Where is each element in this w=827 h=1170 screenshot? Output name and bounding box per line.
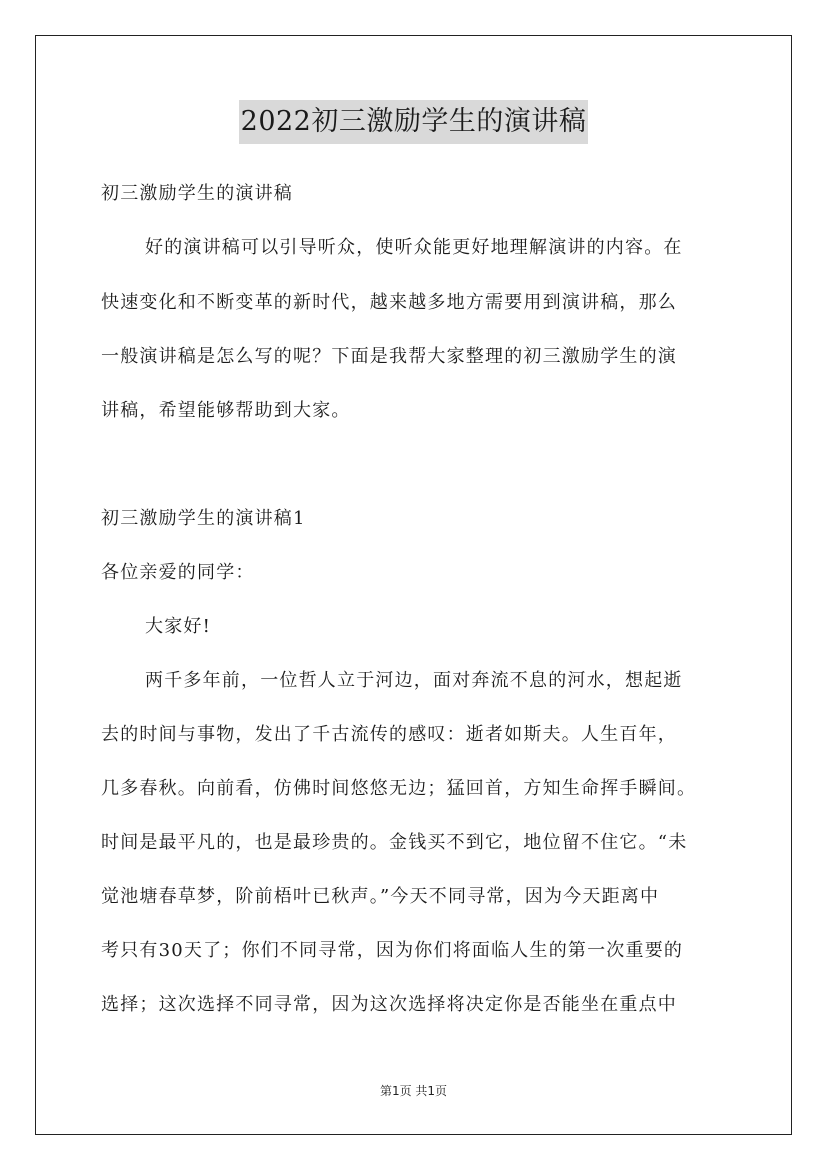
body-line-7: 选择；这次选择不同寻常，因为这次选择将决定你是否能坐在重点中 bbox=[101, 994, 677, 1015]
intro-line-1: 好的演讲稿可以引导听众，使听众能更好地理解演讲的内容。在 bbox=[145, 237, 683, 258]
intro-line-2: 快速变化和不断变革的新时代，越来越多地方需要用到演讲稿，那么 bbox=[101, 292, 677, 313]
intro-line-4: 讲稿，希望能够帮助到大家。 bbox=[101, 400, 351, 421]
body-line-1: 两千多年前，一位哲人立于河边，面对奔流不息的河水，想起逝 bbox=[145, 670, 683, 691]
body-line-5: 觉池塘春草梦，阶前梧叶已秋声。”今天不同寻常，因为今天距离中 bbox=[101, 886, 660, 907]
page-footer: 第1页 共1页 bbox=[379, 1084, 448, 1098]
body-line-3: 几多春秋。向前看，仿佛时间悠悠无边；猛回首，方知生命挥手瞬间。 bbox=[101, 778, 697, 799]
intro-line-3: 一般演讲稿是怎么写的呢？下面是我帮大家整理的初三激励学生的演 bbox=[101, 346, 677, 367]
greeting: 大家好! bbox=[145, 616, 212, 637]
document-title: 2022初三激励学生的演讲稿 bbox=[239, 100, 589, 144]
title-container bbox=[0, 100, 827, 144]
body-line-4: 时间是最平凡的，也是最珍贵的。金钱买不到它，地位留不住它。“未 bbox=[101, 832, 688, 853]
salutation: 各位亲爱的同学： bbox=[101, 562, 255, 583]
section-heading: 初三激励学生的演讲稿1 bbox=[101, 508, 306, 529]
document-subtitle: 初三激励学生的演讲稿 bbox=[101, 183, 293, 204]
body-line-2: 去的时间与事物，发出了千古流传的感叹：逝者如斯夫。人生百年， bbox=[101, 724, 677, 745]
body-line-6: 考只有30天了；你们不同寻常，因为你们将面临人生的第一次重要的 bbox=[101, 940, 684, 961]
